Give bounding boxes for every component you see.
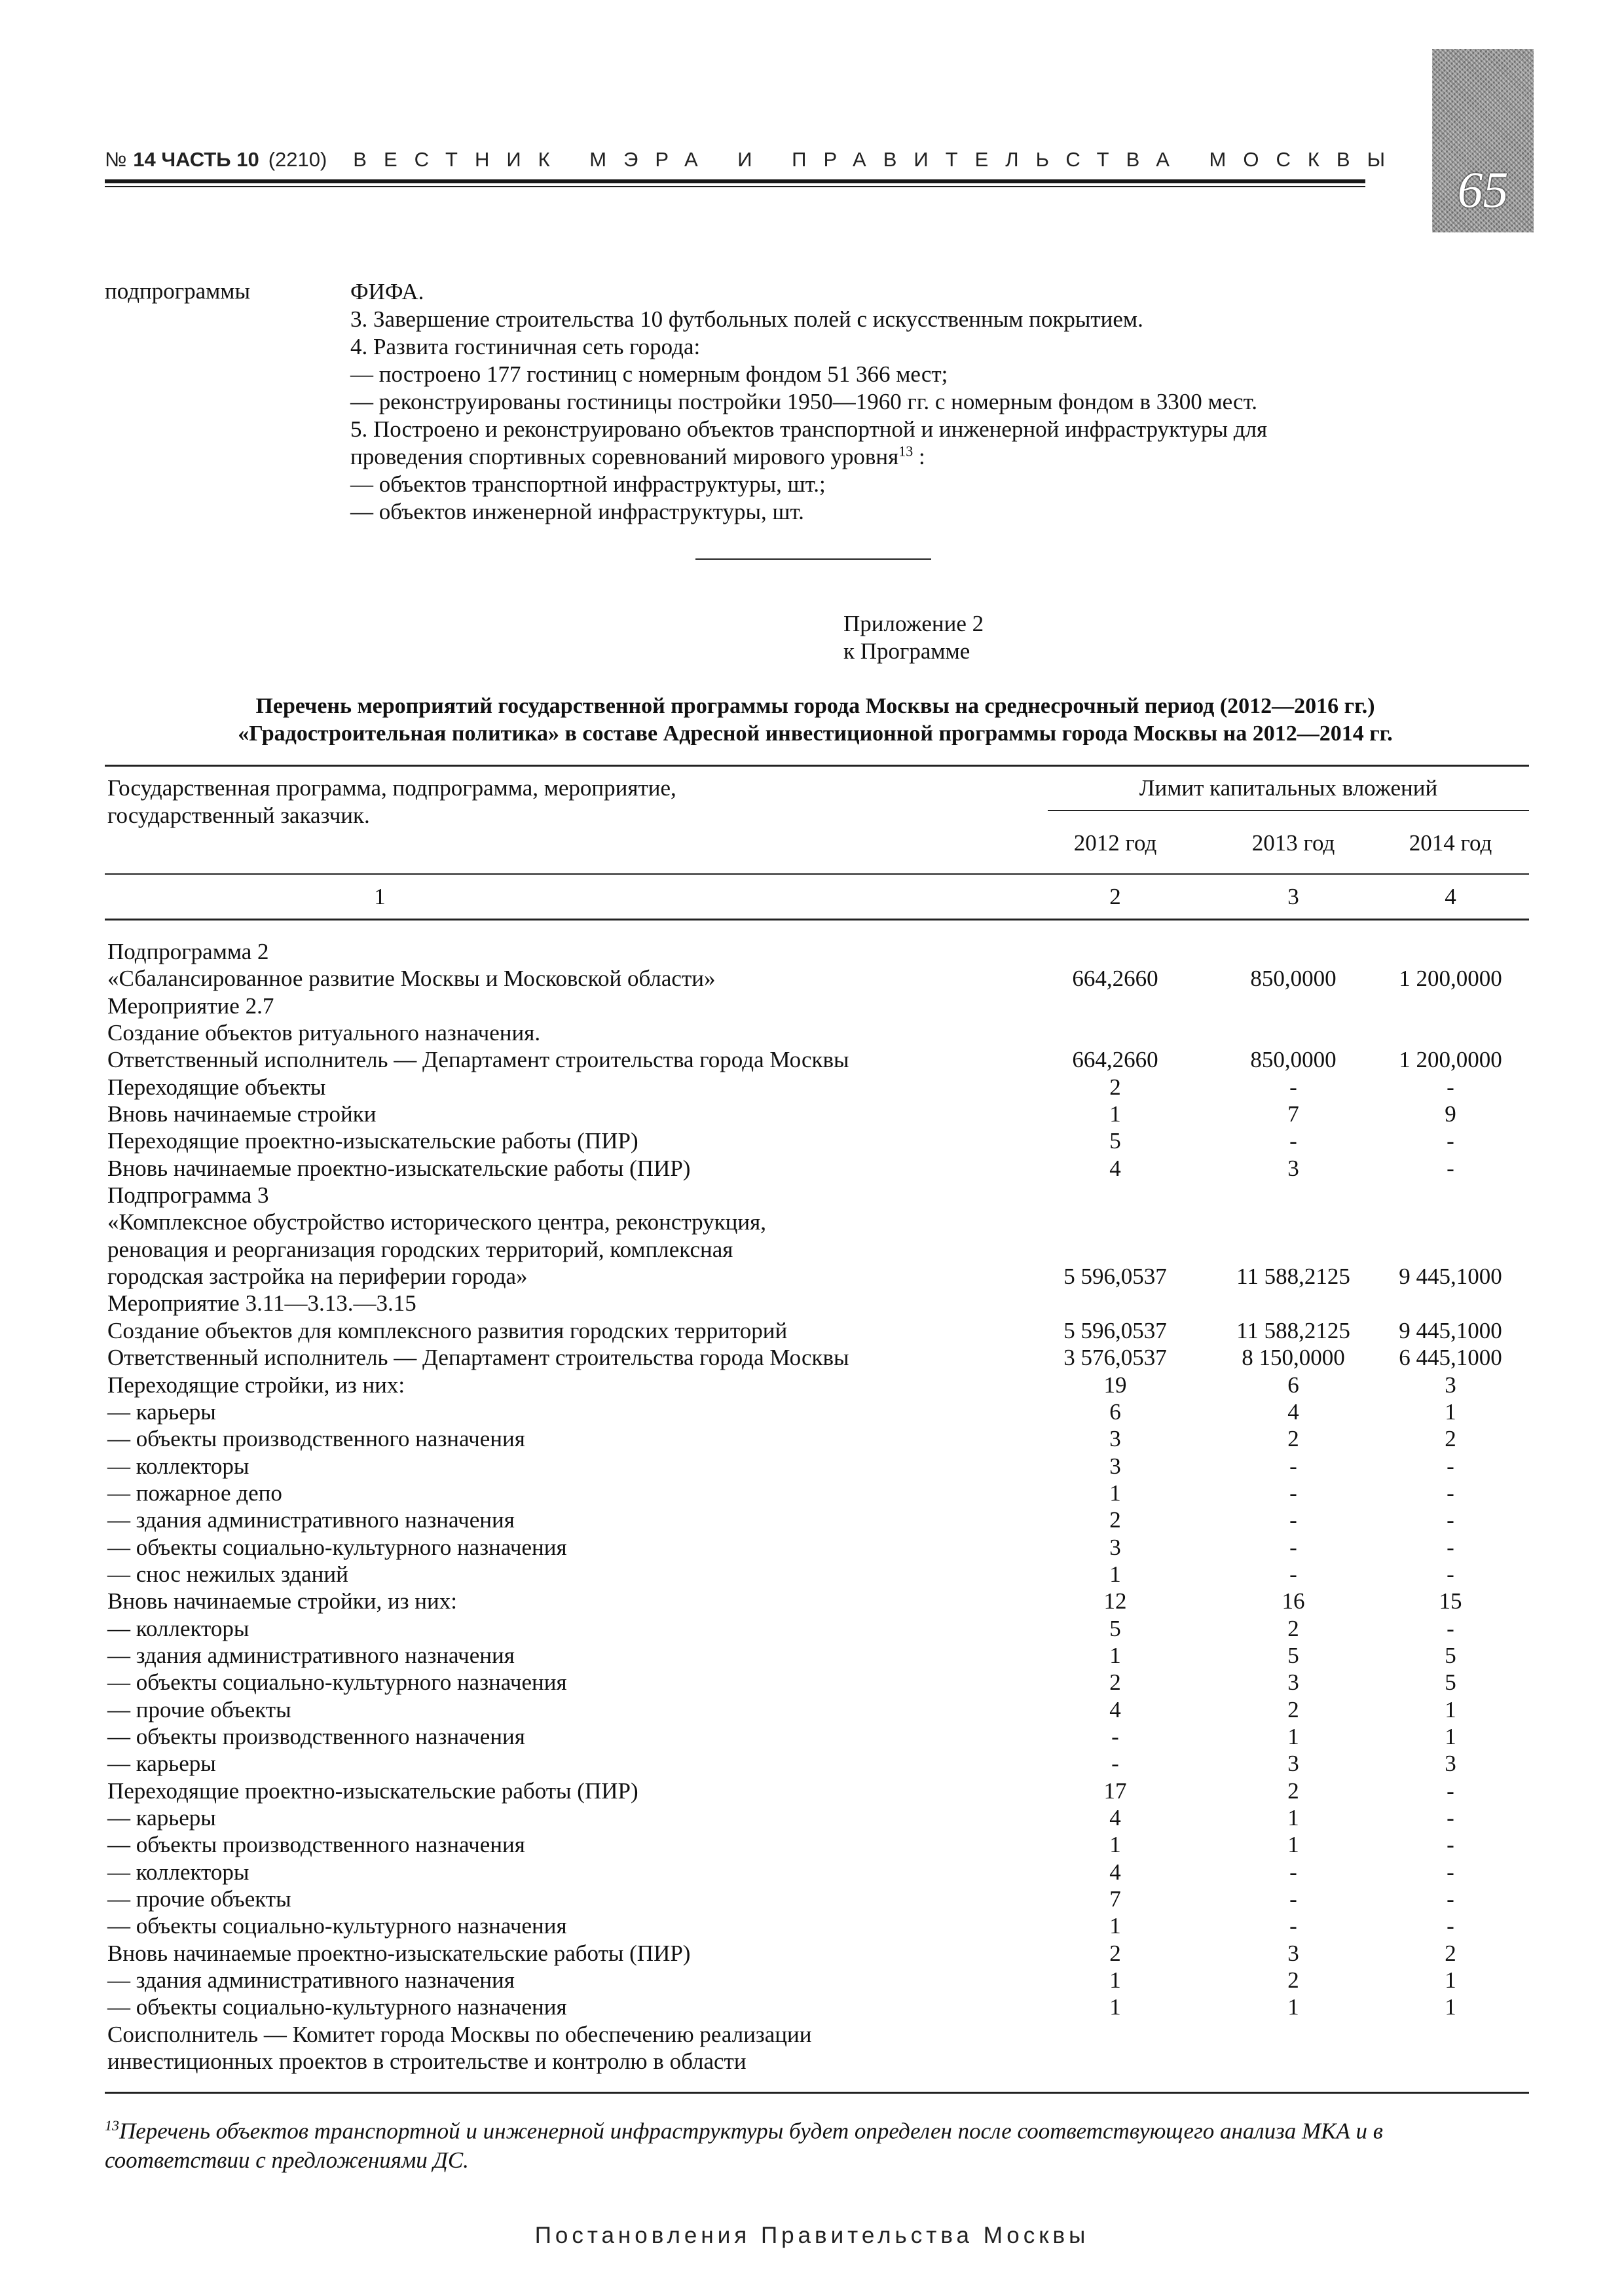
table-row: — коллекторы 3 - -: [107, 1453, 1454, 1479]
table-row: Вновь начинаемые проектно-изыскательские работы (ПИР) 4 3 -: [107, 1155, 1454, 1181]
table-row: [105, 1290, 1529, 1317]
column-number-rule: [105, 919, 1529, 920]
footnote-mark: 13: [105, 2117, 119, 2134]
intro-line: — объектов транспортной инфраструктуры, шт.;: [350, 471, 826, 497]
row-label: городская застройка на периферии города»: [107, 1264, 528, 1290]
table-row: — карьеры 4 1 -: [107, 1805, 1454, 1831]
table-row: Переходящие проектно-изыскательские работы (ПИР) 5 - -: [107, 1128, 1454, 1154]
intro-line-suffix: :: [913, 444, 925, 469]
appendix-line: Приложение 2: [843, 611, 984, 636]
footnote: [105, 2111, 1526, 2175]
appendix-caption: [843, 610, 984, 665]
row-label: — карьеры: [107, 1805, 216, 1831]
table-header-col1: [107, 774, 676, 829]
issue-number: (2210): [268, 148, 327, 171]
row-label: Ответственный исполнитель — Департамент строительства города Москвы: [107, 1047, 849, 1073]
intro-text: [350, 278, 1464, 526]
table-row: [105, 2021, 1529, 2048]
row-label: — здания административного назначения: [107, 1967, 515, 1994]
footnote-mark: 13: [898, 443, 913, 460]
table-row: — прочие объекты 7 - -: [107, 1886, 1454, 1912]
issue-part: 14 ЧАСТЬ 10: [133, 148, 259, 171]
intro-line: — объектов инженерной инфраструктуры, шт.: [350, 499, 804, 524]
row-label: Подпрограмма 2: [107, 939, 269, 964]
row-label: — коллекторы: [107, 1859, 249, 1885]
intro-line: 5. Построено и реконструировано объектов транспортной и инженерной инфраструктуры для: [350, 416, 1268, 442]
table-row: — карьеры - 3 3: [107, 1751, 1456, 1777]
row-label: инвестиционных проектов в строительстве и контролю в области: [107, 2049, 747, 2075]
row-label: реновация и реорганизация городских территорий, комплексная: [107, 1236, 733, 1262]
table-row: городская застройка на периферии города» 5 596,0537 11 588,2125 9 445,1000: [107, 1264, 1502, 1290]
table-row: — здания административного назначения 1 5 5: [107, 1642, 1456, 1668]
row-label: Вновь начинаемые стройки: [107, 1101, 377, 1127]
table-header-group: Лимит капитальных вложений: [1139, 775, 1438, 801]
row-label: Вновь начинаемые проектно-изыскательские работы (ПИР): [107, 1940, 691, 1966]
header-rule: [105, 179, 1365, 183]
table-row: Вновь начинаемые проектно-изыскательские работы (ПИР) 2 3 2: [107, 1940, 1456, 1966]
row-label: Переходящие проектно-изыскательские работы (ПИР): [107, 1777, 638, 1804]
table-row: [105, 2048, 1529, 2075]
table-row: — здания административного назначения 2 - -: [107, 1507, 1454, 1533]
table-body: [105, 938, 1529, 2075]
row-label: Мероприятие 2.7: [107, 993, 274, 1019]
row-label: Вновь начинаемые стройки, из них:: [107, 1588, 457, 1614]
table-row: — коллекторы 4 - -: [107, 1859, 1454, 1885]
table-row: [105, 1209, 1529, 1235]
intro-line: 3. Завершение строительства 10 футбольных полей с искусственным покрытием.: [350, 306, 1143, 332]
page-number-box: [1432, 49, 1534, 232]
row-label: — прочие объекты: [107, 1886, 291, 1912]
running-header: [105, 148, 1402, 172]
row-label: Мероприятие 3.11—3.13.—3.15: [107, 1290, 416, 1317]
table-row: Создание объектов для комплексного развития городских территорий 5 596,0537 11 588,2125 9 445,1000: [107, 1317, 1502, 1343]
row-label: — карьеры: [107, 1398, 216, 1425]
row-label: Ответственный исполнитель — Департамент строительства города Москвы: [107, 1345, 849, 1371]
document-title-line-1: Перечень мероприятий государственной программы города Москвы на среднесрочный период (2012—2016 гг.): [255, 694, 1375, 718]
row-label: — объекты социально-культурного назначения: [107, 1534, 567, 1560]
header-group-rule: [1048, 810, 1529, 811]
table-row: — коллекторы 5 2 -: [107, 1615, 1454, 1641]
row-label: Переходящие объекты: [107, 1074, 326, 1100]
row-label: Создание объектов для комплексного развития городских территорий: [107, 1317, 788, 1343]
intro-line-with-footnote: [350, 443, 1464, 471]
row-label: — объекты производственного назначения: [107, 1832, 525, 1858]
table-row: Переходящие проектно-изыскательские работы (ПИР) 17 2 -: [107, 1777, 1454, 1804]
table-row: Вновь начинаемые стройки 1 7 9: [107, 1101, 1456, 1127]
section-divider: [695, 558, 931, 560]
header-rule-thin: [105, 186, 1365, 187]
row-label: — пожарное депо: [107, 1480, 282, 1506]
table-row: — снос нежилых зданий 1 - -: [107, 1561, 1454, 1587]
page-footer: Постановления Правительства Москвы: [534, 2223, 1090, 2248]
table-row: — объекты производственного назначения 3 2 2: [107, 1426, 1456, 1452]
intro-line: проведения спортивных соревнований мирового уровня: [350, 444, 899, 469]
header-col1-line: государственный заказчик.: [107, 803, 370, 828]
table-row: Ответственный исполнитель — Департамент строительства города Москвы 664,2660 850,0000 1 200,0000: [107, 1047, 1502, 1073]
page-number: 65: [1457, 161, 1509, 218]
header-bottom-rule: [105, 873, 1529, 875]
table-row: «Сбалансированное развитие Москвы и Московской области» 664,2660 850,0000 1 200,0000: [107, 966, 1502, 992]
row-label: — здания административного назначения: [107, 1507, 515, 1533]
row-label: «Сбалансированное развитие Москвы и Московской области»: [107, 966, 716, 992]
table-row: — объекты производственного назначения - 1 1: [107, 1723, 1456, 1749]
table-row: — карьеры 6 4 1: [107, 1398, 1456, 1425]
row-label: — коллекторы: [107, 1615, 249, 1641]
intro-line: ФИФА.: [350, 279, 424, 304]
header-col1-line: Государственная программа, подпрограмма, мероприятие,: [107, 775, 676, 801]
table-row: [105, 1182, 1529, 1209]
number-sign: №: [105, 148, 127, 171]
row-label: — объекты производственного назначения: [107, 1426, 525, 1452]
row-label: «Комплексное обустройство исторического центра, реконструкция,: [107, 1209, 766, 1235]
row-label: Подпрограмма 3: [107, 1182, 269, 1209]
table-bottom-rule: [105, 2092, 1529, 2094]
intro-label: подпрограммы: [105, 278, 250, 304]
row-label: — прочие объекты: [107, 1696, 291, 1722]
table-row: — пожарное депо 1 - -: [107, 1480, 1454, 1506]
table-row: — объекты социально-культурного назначения 2 3 5: [107, 1669, 1456, 1696]
row-label: — карьеры: [107, 1751, 216, 1777]
table-row: Переходящие стройки, из них: 19 6 3: [107, 1372, 1456, 1398]
publication-title: ВЕСТНИК МЭРА И ПРАВИТЕЛЬСТВА МОСКВЫ: [353, 148, 1403, 171]
row-label: — коллекторы: [107, 1453, 249, 1479]
row-label: — объекты социально-культурного назначения: [107, 1913, 567, 1939]
table-row: — объекты социально-культурного назначения 1 - -: [107, 1913, 1454, 1939]
table-row: [105, 938, 1529, 965]
table-row: [105, 993, 1529, 1019]
row-label: Переходящие стройки, из них:: [107, 1372, 405, 1398]
table-row: Ответственный исполнитель — Департамент строительства города Москвы 3 576,0537 8 150,0000 6 445,1000: [107, 1345, 1502, 1371]
table-row: — объекты производственного назначения 1 1 -: [107, 1832, 1454, 1858]
row-label: Переходящие проектно-изыскательские работы (ПИР): [107, 1128, 638, 1154]
appendix-line: к Программе: [843, 638, 970, 664]
table-row: — объекты социально-культурного назначения 3 - -: [107, 1534, 1454, 1560]
table-row: [105, 1019, 1529, 1046]
table-row: Переходящие объекты 2 - -: [107, 1074, 1454, 1100]
row-label: — объекты социально-культурного назначения: [107, 1669, 567, 1696]
row-label: Создание объектов ритуального назначения.: [107, 1020, 541, 1046]
row-label: — объекты производственного назначения: [107, 1723, 525, 1749]
document-title-line-2: «Градостроительная политика» в составе Адресной инвестиционной программы города Москвы на 2012—2014 гг.: [238, 721, 1393, 746]
row-label: — объекты социально-культурного назначения: [107, 1994, 567, 2020]
row-label: — снос нежилых зданий: [107, 1561, 348, 1587]
intro-line: — построено 177 гостиниц с номерным фондом 51 366 мест;: [350, 361, 948, 387]
table-top-rule: [105, 765, 1529, 767]
intro-line: 4. Развита гостиничная сеть города:: [350, 334, 701, 359]
footnote-text: Перечень объектов транспортной и инженерной инфраструктуры будет определен после соответствующего анализа МКА и в соответствии с предложениями ДС.: [105, 2118, 1383, 2173]
row-label: — здания административного назначения: [107, 1642, 515, 1668]
row-label: Соисполнитель — Комитет города Москвы по обеспечению реализации: [107, 2021, 812, 2047]
table-row: — прочие объекты 4 2 1: [107, 1696, 1456, 1722]
row-label: Вновь начинаемые проектно-изыскательские работы (ПИР): [107, 1155, 691, 1181]
table-row: — объекты социально-культурного назначения 1 1 1: [107, 1994, 1456, 2020]
table-row: Вновь начинаемые стройки, из них: 12 16 15: [107, 1588, 1462, 1614]
intro-line: — реконструированы гостиницы постройки 1950—1960 гг. с номерным фондом в 3300 мест.: [350, 389, 1257, 414]
table-row: [105, 1236, 1529, 1263]
table-row: — здания административного назначения 1 2 1: [107, 1967, 1456, 1994]
